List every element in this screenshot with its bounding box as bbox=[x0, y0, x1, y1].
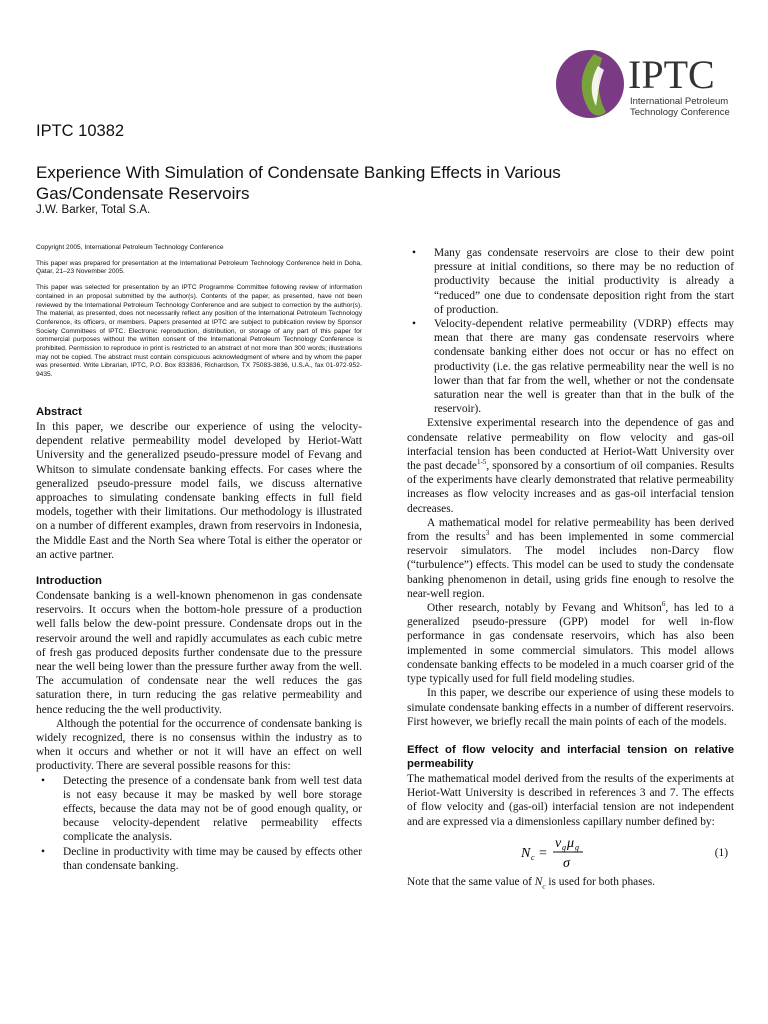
reasons-list-continued bbox=[407, 246, 734, 416]
logo-acronym: IPTC bbox=[628, 52, 715, 97]
svg-text:g: g bbox=[575, 842, 579, 852]
section-paragraph: The mathematical model derived from the results of the experiments at Heriot-Watt University is described in references 3 and 7. The effects of flow velocity and (gas-oil) interfacial tension are not independent and are expressed via a dimensionless capillary number defined by: bbox=[407, 772, 734, 828]
list-item: • Decline in productivity with time may be caused by effects other than condensate banking. bbox=[36, 845, 362, 873]
capillary-number-equation bbox=[407, 833, 734, 873]
abstract-heading: Abstract bbox=[36, 406, 82, 418]
svg-text:μ: μ bbox=[567, 835, 575, 851]
review-disclaimer: This paper was selected for presentation by an IPTC Programme Committee following review of information contained in an proposal submitted by the author(s). Contents of the paper, as presented, have not been reviewed by the International Petroleum Technology Conference and are subject to correction by the author(s). The material, as presented, does not necessarily reflect any position of the International Petroleum Technology Conference, its officers, or members. Papers presented at IPTC are subject to publication review by Sponsor Society Committees of IPTC. Electronic reproduction, distribution, or storage of any part of this paper for commercial purposes without the written consent of the International Petroleum Technology Conference is prohibited. Permission to reproduce in print is restricted to an abstract of not more than 300 words; illustrations may not be copied. The abstract must contain conspicuous acknowledgment of where and by whom the paper was presented. Write Librarian, IPTC, P.O. Box 833836, Richardson, TX 75083-3836, U.S.A., fax 01-972-952-9435. bbox=[36, 284, 362, 379]
svg-text:g: g bbox=[562, 842, 566, 852]
list-item: • Detecting the presence of a condensate bank from well test data is not easy because it may be masked by well bore storage effects, because the data may not be of good enough quality, or because velocity-dependent relative permeability effects complicate the analysis. bbox=[36, 774, 362, 845]
equation-number: (1) bbox=[714, 846, 728, 859]
logo-line-1: International Petroleum bbox=[630, 96, 729, 107]
logo-line-2: Technology Conference bbox=[630, 107, 730, 118]
iptc-logo-graphic bbox=[554, 48, 744, 120]
svg-text:=: = bbox=[539, 845, 547, 861]
copyright-line: Copyright 2005, International Petroleum Technology Conference bbox=[36, 244, 224, 251]
copyright-notice bbox=[36, 244, 362, 387]
equation-note: Note that the same value of $N_c$ is used for both phases. bbox=[407, 875, 655, 890]
intro-paragraph-4: A mathematical model for relative permeability has been derived from the results$^3$ and has been implemented in some commercial reservoir simulators. The model includes non-Darcy flow (“turbulence”) effects. This model can be used to study the condensate banking phenomenon in detail, using grids fine enough to resolve the near-well region. bbox=[407, 516, 734, 600]
svg-text:σ: σ bbox=[563, 855, 570, 871]
iptc-logo bbox=[554, 48, 744, 120]
intro-paragraph-6: In this paper, we describe our experience of using these models to simulate condensate banking effects in a number of different reservoirs. First however, we briefly recall the main points of each of the models. bbox=[407, 687, 734, 728]
equation-graphic bbox=[519, 833, 599, 873]
right-column bbox=[407, 246, 734, 893]
section-heading: Effect of flow velocity and interfacial tension on relative permeability bbox=[407, 743, 734, 770]
left-column bbox=[36, 405, 362, 873]
svg-text:v: v bbox=[555, 835, 562, 851]
abstract-text: In this paper, we describe our experience of using the velocity-dependent relative permeability model developed by Heriot-Watt University and the generalized pseudo-pressure model of Fevang and Whitson to simulate condensate banking effects. For cases where the generalized pseudo-pressure model fails, we discuss alternative approaches to simulating condensate banking effects in full field models, together with their limitations. Our methodology is illustrated on a number of different examples, drawn from reservoirs in Indonesia, the Middle East and the North Sea where Total is either the operator or an active partner. bbox=[36, 421, 362, 561]
svg-text:c: c bbox=[531, 852, 535, 862]
paper-title: Experience With Simulation of Condensate Banking Effects in Various Gas/Condensate Reservoirs bbox=[36, 163, 561, 203]
list-item: • Many gas condensate reservoirs are close to their dew point pressure at initial conditions, so there may be no reduction of productivity because the initial productivity is already a “reduced” one due to condensate deposition right from the start of production. bbox=[407, 246, 734, 317]
citation: 1-5 bbox=[476, 458, 487, 467]
citation: 3 bbox=[485, 529, 490, 538]
introduction-heading: Introduction bbox=[36, 575, 102, 588]
author-line: J.W. Barker, Total S.A. bbox=[36, 204, 151, 216]
intro-paragraph-5: Other research, notably by Fevang and Whitson$^6$, has led to a generalized pseudo-pressure (GPP) model for well in-flow performance in gas condensate reservoirs, which has also been implemented in some commercial simulators. This model allows condensate banking effects to be modeled in a much coarser grid of the type typically used for full field modeling studies. bbox=[407, 600, 734, 686]
intro-paragraph-1: Condensate banking is a well-known phenomenon in gas condensate reservoirs. It occurs when the bottom-hole pressure of a production well falls below the dew-point pressure. Condensate drops out in the reservoir around the well and rapidly accumulates as each cubic metre of fresh gas produced deposits further condensate due to the pressure near the well being lower than the pressure further away from the well. The accumulation of condensate near the well reduces the gas saturation there, in turn reducing the gas relative permeability and hence reducing the the well productivity. bbox=[36, 590, 362, 716]
svg-text:N: N bbox=[521, 845, 531, 861]
paper-number: IPTC 10382 bbox=[36, 122, 125, 140]
presentation-note: This paper was prepared for presentation at the International Petroleum Technology Conference held in Doha, Qatar, 21–23 November 2005. bbox=[36, 259, 362, 276]
intro-paragraph-3: Extensive experimental research into the dependence of gas and condensate relative permeability on flow velocity and gas-oil interfacial tension has been conducted at Heriot-Watt University over the past decade$^{1-5}$, sponsored by a consortium of oil companies. Results of the experiments have clearly demonstrated that relative permeability increases as flow velocity increases and as gas-oil interfacial tension decreases. bbox=[407, 417, 734, 515]
list-item: • Velocity-dependent relative permeability (VDRP) effects may mean that there are many gas condensate reservoirs where condensate banking either does not occur or has no effect on productivity (i.e. the gas relative permeability near the well is no lower than that far from the well, whether or not the condensate saturation near the well is greater than that in the bulk of the reservoir). bbox=[407, 317, 734, 416]
citation: 6 bbox=[661, 600, 666, 609]
intro-paragraph-2: Although the potential for the occurrence of condensate banking is widely recognized, there is no consensus within the industry as to when it occurs and whether or not it will have an effect on well productivity. There are several possible reasons for this: bbox=[36, 717, 362, 773]
reasons-list bbox=[36, 774, 362, 873]
